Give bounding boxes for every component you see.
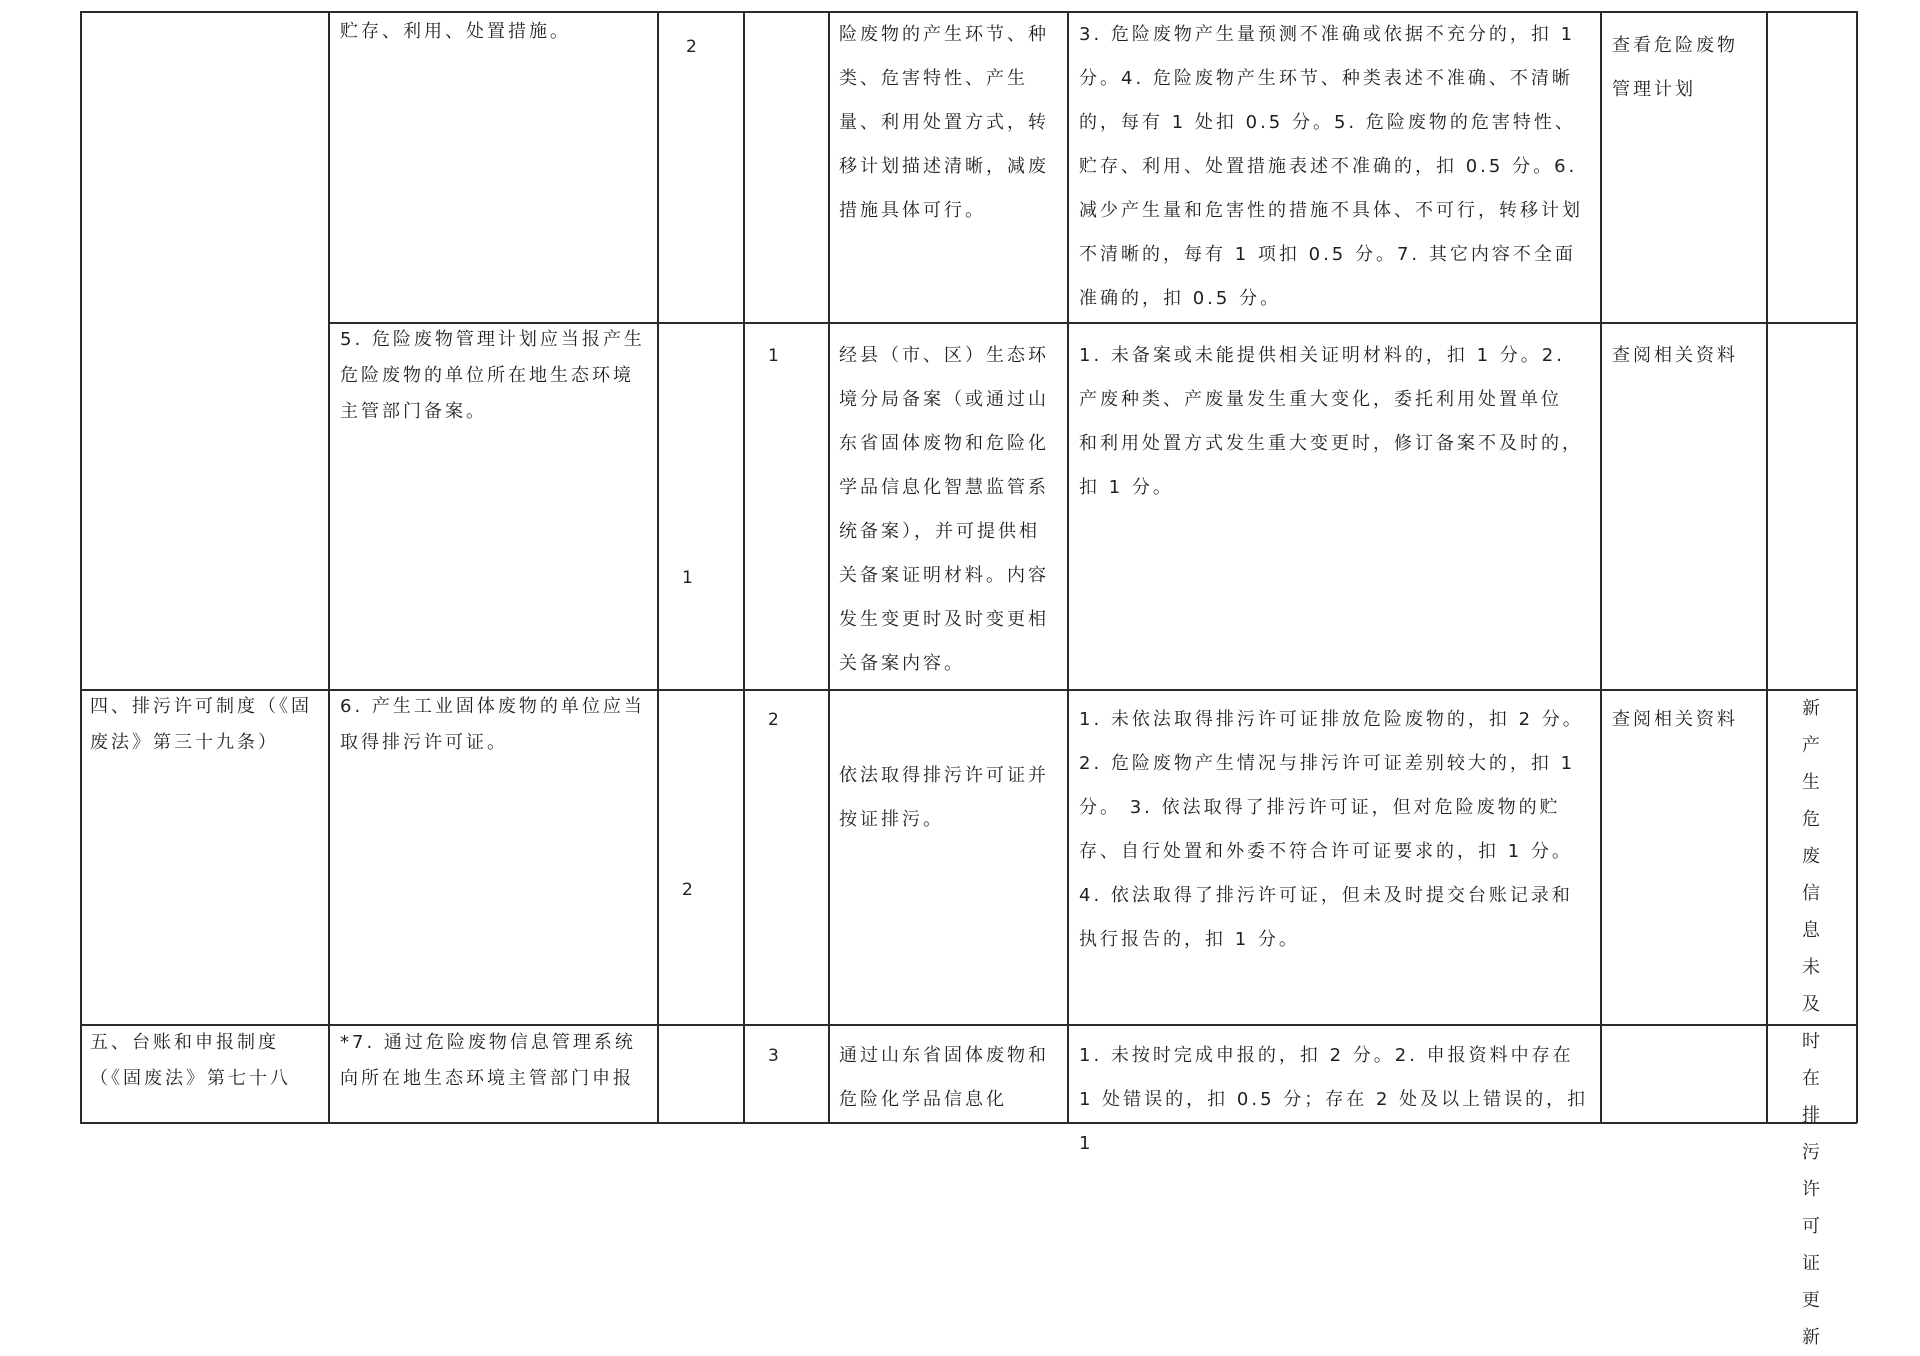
deduction-cell: 1. 未备案或未能提供相关证明材料的，扣 1 分。2. 产废种类、产废量发生重大变化，委托利用处置单位 和利用处置方式发生重大变更时，修订备案不及时的，扣 1 分。 (1079, 345, 1583, 498)
item-score-cell: 2 (768, 710, 779, 730)
col-divider-7 (1766, 11, 1768, 1123)
table-border-bottom (80, 1122, 1857, 1124)
category-cell: 五、台账和申报制度（《固废法》第七十八 (90, 1032, 291, 1089)
col-divider-6 (1600, 11, 1602, 1123)
col-divider-4 (828, 11, 830, 1123)
total-score-cell: 2 (682, 880, 693, 900)
col-border-right (1856, 11, 1858, 1123)
item-score-cell: 3 (768, 1046, 779, 1066)
standard-cell: 依法取得排污许可证并按证排污。 (839, 765, 1049, 830)
col-divider-1 (328, 11, 330, 1123)
total-score-cell: 1 (682, 568, 693, 588)
col-divider-5 (1067, 11, 1069, 1123)
col-divider-3 (743, 11, 745, 1123)
standard-cell: 通过山东省固体废物和危险化学品信息化 (839, 1045, 1049, 1110)
item-score-cell: 1 (768, 346, 779, 366)
total-score-cell: 2 (686, 37, 697, 57)
standard-cell: 经县（市、区）生态环境分局备案（或通过山东省固体废物和危险化学品信息化智慧监管系统备案），并可提供相关备案证明材料。内容发生变更时及时变更相关备案内容。 (839, 345, 1049, 674)
requirement-cell: *7. 通过危险废物信息管理系统向所在地生态环境主管部门申报 (340, 1032, 636, 1089)
requirement-cell: 6. 产生工业固体废物的单位应当取得排污许可证。 (340, 696, 645, 753)
note-cell: 新产生危废信息未及时在排污许可证更新 (1802, 698, 1820, 1348)
category-cell: 四、排污许可制度（《固废法》第三十九条） (90, 696, 312, 753)
method-cell: 查阅相关资料 (1612, 345, 1738, 366)
deduction-cell: 1. 未按时完成申报的，扣 2 分。2. 申报资料中存在 1 处错误的，扣 0.5 分；存在 2 处及以上错误的，扣 1 (1079, 1045, 1589, 1154)
method-cell: 查阅相关资料 (1612, 709, 1738, 730)
requirement-cell: 贮存、利用、处置措施。 (340, 21, 571, 42)
col-border-left (80, 11, 82, 1123)
requirement-cell: 5. 危险废物管理计划应当报产生危险废物的单位所在地生态环境主管部门备案。 (340, 329, 645, 422)
method-cell: 查看危险废物管理计划 (1612, 35, 1738, 100)
col-divider-2 (657, 11, 659, 1123)
standard-cell: 险废物的产生环节、种类、危害特性、产生量、利用处置方式，转移计划描述清晰，减废措施具体可行。 (839, 24, 1049, 221)
deduction-cell: 3. 危险废物产生量预测不准确或依据不充分的，扣 1 分。4. 危险废物产生环节、种类表述不准确、不清晰的，每有 1 处扣 0.5 分。5. 危险废物的危害特性、贮存、利用、处置措施表述不准确的，扣 0.5 分。6. 减少产生量和危害性的措施不具体、不可行，转移计划不清晰的，每有 1 项扣 0.5 分。7. 其它内容不全面准确的，扣 0.5 分。 (1079, 24, 1583, 309)
deduction-cell: 1. 未依法取得排污许可证排放危险废物的，扣 2 分。2. 危险废物产生情况与排污许可证差别较大的，扣 1 分。 3. 依法取得了排污许可证，但对危险废物的贮存、自行处置和外委不符合许可证要求的，扣 1 分。4. 依法取得了排污许可证，但未及时提交台账记录和执行报告的，扣 1 分。 (1079, 709, 1584, 950)
